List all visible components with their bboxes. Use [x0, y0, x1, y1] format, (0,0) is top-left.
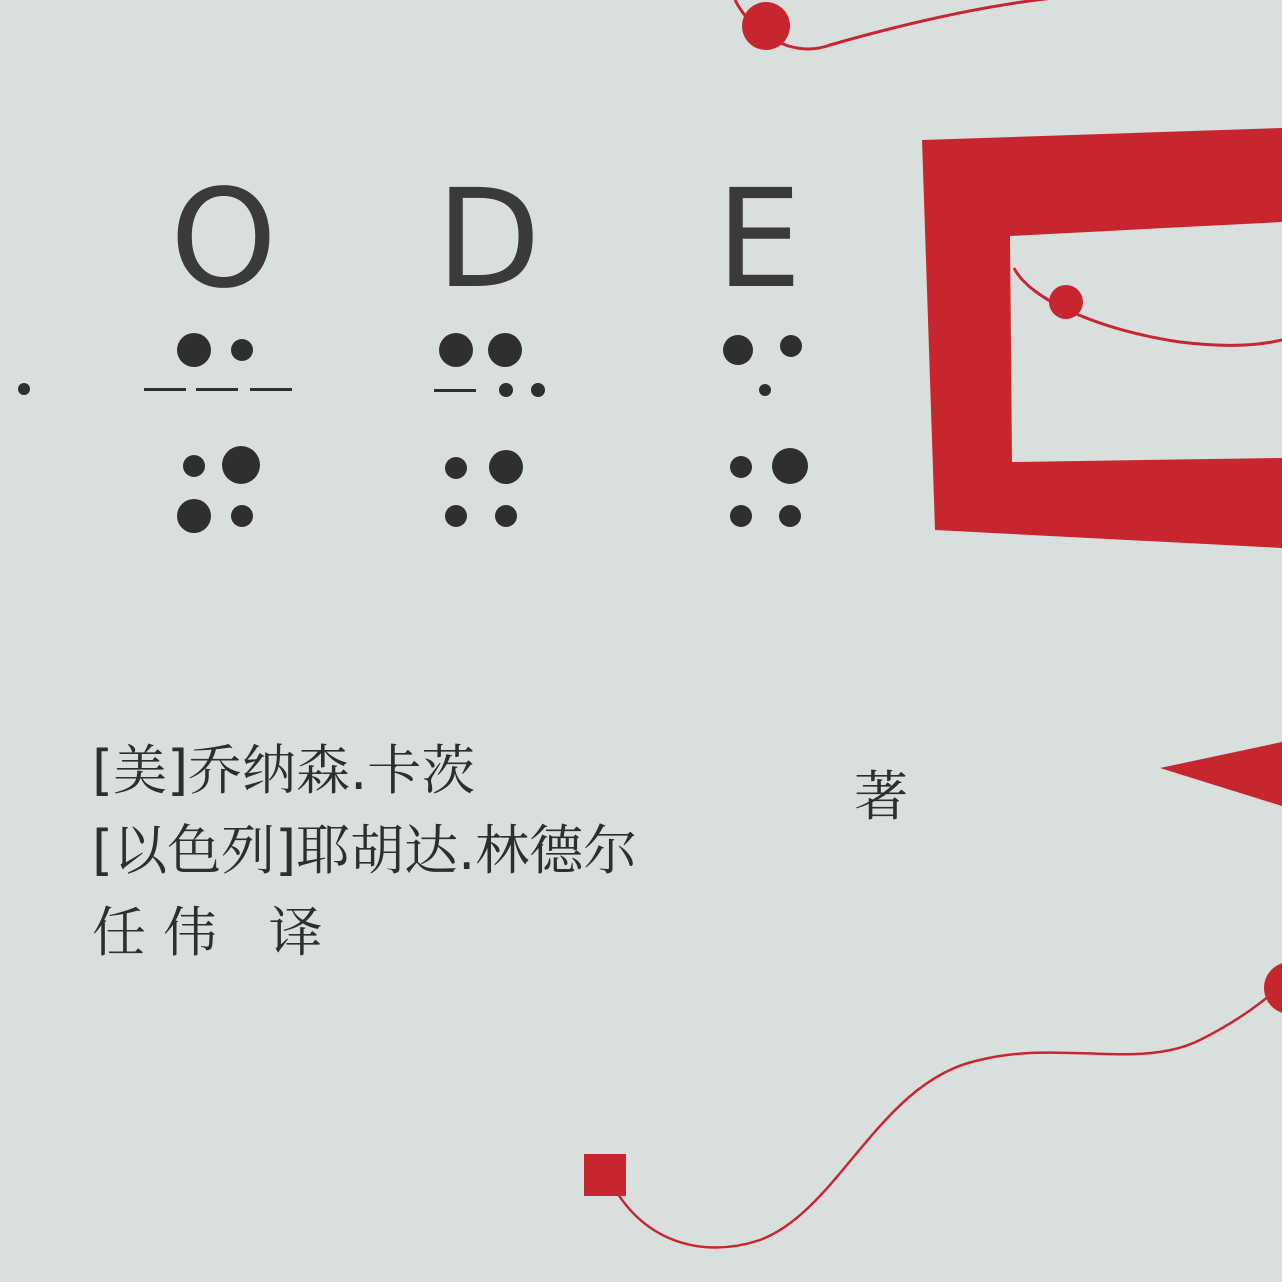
braille-dot [445, 505, 467, 527]
inner-node-dot [1049, 285, 1083, 319]
braille-dot [18, 383, 30, 395]
braille-dot [488, 333, 522, 367]
braille-dot [439, 333, 473, 367]
braille-dot [531, 383, 545, 397]
braille-dot [759, 384, 771, 396]
braille-dash [434, 389, 476, 392]
braille-dot [779, 505, 801, 527]
braille-row [18, 333, 808, 533]
red-square [584, 1154, 626, 1196]
braille-dot [231, 339, 253, 361]
braille-dot [499, 383, 513, 397]
title-letter-o: O [170, 161, 278, 319]
braille-dash [196, 388, 238, 391]
braille-dot [177, 499, 211, 533]
braille-dot [723, 335, 753, 365]
title-letter-d: D [436, 161, 541, 319]
lower-node-dot [1264, 962, 1282, 1014]
author-line-1: [美]乔纳森.卡茨 [92, 739, 476, 802]
braille-dot [730, 456, 752, 478]
braille-dash [250, 388, 292, 391]
author-role-label: 著 [854, 765, 908, 828]
top-node-dot [742, 2, 790, 50]
braille-dot [183, 455, 205, 477]
lower-curve-line [610, 985, 1282, 1248]
braille-dot [495, 505, 517, 527]
braille-dot [445, 457, 467, 479]
braille-dash [144, 388, 186, 391]
braille-dot [231, 505, 253, 527]
braille-dot [489, 450, 523, 484]
author-line-2: [以色列]耶胡达.林德尔 [92, 819, 638, 882]
red-c-shape [922, 128, 1282, 548]
braille-dot [780, 335, 802, 357]
title-letter-e: E [716, 161, 802, 319]
braille-dot [222, 446, 260, 484]
red-triangle [1160, 742, 1282, 806]
braille-dot [772, 448, 808, 484]
braille-dot [177, 333, 211, 367]
braille-dot [730, 505, 752, 527]
translator-line: 任 伟 译 [92, 901, 323, 964]
